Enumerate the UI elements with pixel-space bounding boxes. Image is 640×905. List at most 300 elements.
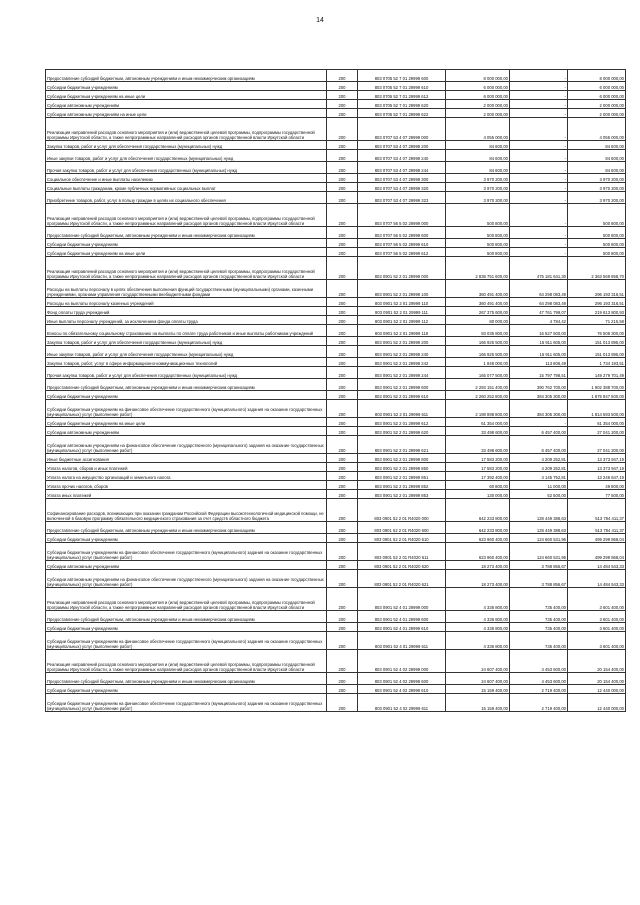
table-row bbox=[46, 463, 626, 472]
table-row bbox=[46, 534, 626, 543]
row-amount-approved-cell: 60 800,00 bbox=[446, 481, 510, 490]
row-name-cell: Софинансирование расходов, возникающих при оказании гражданам Российской Федерации высокотехнологичной медицинской помощи, не включенной в базовую программу обязательного медицинского страхования за счет средств областного бюджета bbox=[46, 499, 327, 522]
row-amount-remaining-cell: 76 508 300,00 bbox=[568, 325, 626, 337]
table-row bbox=[46, 70, 626, 82]
table-row bbox=[46, 694, 626, 712]
row-classification-code-cell: 803 0901 52 2 01 29999 110 bbox=[358, 298, 446, 307]
row-amount-approved-cell: 3 970 200,00 bbox=[446, 192, 510, 204]
row-amount-approved-cell: 2 000 000,00 bbox=[446, 100, 510, 109]
row-classification-code-cell: 803 0901 52 2 01 29999 620 bbox=[358, 427, 446, 436]
row-amount-approved-cell: 84 600,00 bbox=[446, 150, 510, 162]
row-amount-remaining-cell: 61 354 000,00 bbox=[568, 418, 626, 427]
row-name-cell: Реализация направлений расходов основного мероприятия и (или) ведомственной целевой программы, подпрограммы государственной программы Иркутской области, а также непрограммных направлений расходов органов государственной власти Иркутской области bbox=[46, 650, 327, 673]
row-amount-remaining-cell: 500 800,00 bbox=[568, 248, 626, 257]
row-amount-executed-cell: 64 298 083,49 bbox=[510, 298, 568, 307]
row-amount-remaining-cell: 1 875 947 500,00 bbox=[568, 391, 626, 400]
row-code-cell: 200 bbox=[327, 118, 358, 141]
row-code-cell: 200 bbox=[327, 611, 358, 623]
row-classification-code-cell: 803 0901 52 2 01 R4020 621 bbox=[358, 570, 446, 588]
row-amount-executed-cell: 64 298 083,49 bbox=[510, 280, 568, 298]
row-amount-approved-cell: 4 336 800,00 bbox=[446, 623, 510, 632]
row-amount-remaining-cell: 8 000 000,00 bbox=[568, 70, 626, 82]
row-classification-code-cell: 803 0901 52 4 01 29999 611 bbox=[358, 632, 446, 650]
row-amount-approved-cell: 17 583 200,00 bbox=[446, 454, 510, 463]
row-code-cell: 200 bbox=[327, 239, 358, 248]
row-name-cell: Субсидии бюджетным учреждениям на иные цели bbox=[46, 418, 327, 427]
table-row bbox=[46, 298, 626, 307]
row-amount-remaining-cell: 296 193 316,51 bbox=[568, 280, 626, 298]
row-classification-code-cell: 803 0901 52 2 01 29999 100 bbox=[358, 280, 446, 298]
row-amount-executed-cell: - bbox=[510, 418, 568, 427]
table-row bbox=[46, 623, 626, 632]
row-name-cell: Иные выплаты персоналу учреждений, за исключением фонда оплаты труда bbox=[46, 316, 327, 325]
row-name-cell: Предоставление субсидий бюджетным, автономным учреждениям и иным некоммерческим организациям bbox=[46, 611, 327, 623]
row-amount-remaining-cell: 27 041 200,00 bbox=[568, 436, 626, 454]
row-amount-executed-cell: 390 762 700,00 bbox=[510, 379, 568, 391]
row-amount-approved-cell: 24 607 400,00 bbox=[446, 650, 510, 673]
row-name-cell: Уплата прочих налогов, сборов bbox=[46, 481, 327, 490]
row-amount-approved-cell: 80 000,00 bbox=[446, 316, 510, 325]
row-amount-remaining-cell: 3 601 400,00 bbox=[568, 611, 626, 623]
row-classification-code-cell: 803 0901 52 2 01 29999 800 bbox=[358, 454, 446, 463]
row-amount-executed-cell: 384 305 300,00 bbox=[510, 391, 568, 400]
row-classification-code-cell: 803 0707 53 4 07 29999 323 bbox=[358, 192, 446, 204]
row-name-cell: Закупка товаров, работ и услуг для обеспечения государственных (муниципальных) нужд bbox=[46, 141, 327, 150]
row-amount-executed-cell: 15 911 605,00 bbox=[510, 346, 568, 358]
table-row bbox=[46, 239, 626, 248]
row-amount-executed-cell: - bbox=[510, 174, 568, 183]
table-row bbox=[46, 673, 626, 685]
table-row bbox=[46, 427, 626, 436]
row-amount-remaining-cell: 6 000 000,00 bbox=[568, 91, 626, 100]
row-code-cell: 200 bbox=[327, 472, 358, 481]
row-amount-approved-cell: 15 159 400,00 bbox=[446, 694, 510, 712]
row-name-cell: Фонд оплаты труда учреждений bbox=[46, 307, 327, 316]
row-classification-code-cell: 803 0901 52 4 02 29999 600 bbox=[358, 673, 446, 685]
row-classification-code-cell: 803 0901 52 2 01 29999 244 bbox=[358, 367, 446, 379]
row-code-cell: 200 bbox=[327, 280, 358, 298]
row-code-cell: 200 bbox=[327, 623, 358, 632]
row-amount-remaining-cell: 499 299 868,04 bbox=[568, 534, 626, 543]
row-amount-executed-cell: 15 797 798,51 bbox=[510, 367, 568, 379]
row-name-cell: Субсидии автономным учреждениям на иные цели bbox=[46, 109, 327, 118]
row-classification-code-cell: 803 0901 52 2 01 R4020 620 bbox=[358, 561, 446, 570]
row-classification-code-cell: 803 0707 53 4 07 29999 300 bbox=[358, 174, 446, 183]
table-row bbox=[46, 204, 626, 227]
row-amount-approved-cell: 33 498 600,00 bbox=[446, 427, 510, 436]
row-amount-executed-cell: 384 305 300,00 bbox=[510, 400, 568, 418]
row-amount-executed-cell: 2 719 400,00 bbox=[510, 685, 568, 694]
row-amount-executed-cell: 4 209 252,81 bbox=[510, 454, 568, 463]
row-code-cell: 200 bbox=[327, 150, 358, 162]
row-code-cell: 200 bbox=[327, 534, 358, 543]
row-amount-approved-cell: 642 233 800,00 bbox=[446, 499, 510, 522]
row-amount-approved-cell: 18 273 400,00 bbox=[446, 570, 510, 588]
row-name-cell: Прочая закупка товаров, работ и услуг для обеспечения государственных (муниципальных) нужд bbox=[46, 162, 327, 174]
row-amount-remaining-cell: 3 601 400,00 bbox=[568, 623, 626, 632]
row-name-cell: Предоставление субсидий бюджетным, автономным учреждениям и иным некоммерческим организациям bbox=[46, 673, 327, 685]
table-row bbox=[46, 367, 626, 379]
row-name-cell: Субсидии бюджетным учреждениям bbox=[46, 82, 327, 91]
row-code-cell: 200 bbox=[327, 463, 358, 472]
row-amount-approved-cell: 6 000 000,00 bbox=[446, 91, 510, 100]
row-amount-approved-cell: 642 233 800,00 bbox=[446, 522, 510, 534]
row-amount-remaining-cell: 84 600,00 bbox=[568, 141, 626, 150]
row-amount-remaining-cell: 2 363 569 958,70 bbox=[568, 257, 626, 280]
row-classification-code-cell: 803 0707 53 4 07 29999 200 bbox=[358, 141, 446, 150]
row-code-cell: 200 bbox=[327, 391, 358, 400]
row-amount-approved-cell: 8 000 000,00 bbox=[446, 70, 510, 82]
row-amount-executed-cell: 113 806,49 bbox=[510, 358, 568, 367]
table-row bbox=[46, 141, 626, 150]
row-amount-executed-cell: 4 145 752,81 bbox=[510, 472, 568, 481]
row-amount-executed-cell: 4 784,42 bbox=[510, 316, 568, 325]
row-code-cell: 200 bbox=[327, 543, 358, 561]
row-name-cell: Субсидии автономным учреждениям bbox=[46, 427, 327, 436]
row-code-cell: 200 bbox=[327, 400, 358, 418]
row-classification-code-cell: 803 0707 56 5 02 29999 600 bbox=[358, 227, 446, 239]
row-classification-code-cell: 803 0901 52 2 01 29999 850 bbox=[358, 463, 446, 472]
row-amount-remaining-cell: 13 373 947,19 bbox=[568, 463, 626, 472]
row-code-cell: 200 bbox=[327, 162, 358, 174]
row-amount-remaining-cell: 3 970 200,00 bbox=[568, 192, 626, 204]
row-name-cell: Субсидии бюджетным учреждениям на иные цели bbox=[46, 248, 327, 257]
row-amount-remaining-cell: 13 246 647,19 bbox=[568, 472, 626, 481]
row-amount-executed-cell: 4 453 600,00 bbox=[510, 650, 568, 673]
row-name-cell: Уплата налогов, сборов и иных платежей bbox=[46, 463, 327, 472]
row-classification-code-cell: 803 0901 52 2 01 R4020 610 bbox=[358, 534, 446, 543]
row-amount-approved-cell: 1 848 000,00 bbox=[446, 358, 510, 367]
row-amount-executed-cell: 6 457 400,00 bbox=[510, 436, 568, 454]
row-code-cell: 200 bbox=[327, 174, 358, 183]
row-classification-code-cell: 803 0901 52 2 01 29999 000 bbox=[358, 257, 446, 280]
row-code-cell: 200 bbox=[327, 141, 358, 150]
row-amount-executed-cell: 124 660 531,96 bbox=[510, 543, 568, 561]
row-amount-approved-cell: 17 392 400,00 bbox=[446, 472, 510, 481]
row-amount-approved-cell: 2 838 751 600,00 bbox=[446, 257, 510, 280]
row-amount-executed-cell: 3 788 856,67 bbox=[510, 570, 568, 588]
row-amount-approved-cell: 500 800,00 bbox=[446, 248, 510, 257]
row-amount-remaining-cell: 500 800,00 bbox=[568, 239, 626, 248]
row-code-cell: 200 bbox=[327, 307, 358, 316]
row-amount-remaining-cell: 151 013 895,00 bbox=[568, 337, 626, 346]
table-row bbox=[46, 611, 626, 623]
row-name-cell: Субсидии бюджетным учреждениям bbox=[46, 685, 327, 694]
row-code-cell: 200 bbox=[327, 588, 358, 611]
row-classification-code-cell: 803 0901 52 4 02 29999 000 bbox=[358, 650, 446, 673]
row-name-cell: Субсидии бюджетным учреждениям на финансовое обеспечение государственного (муниципального) задания на оказание государственных (муниципальных) услуг (выполнение работ) bbox=[46, 400, 327, 418]
row-amount-remaining-cell: 2 000 000,00 bbox=[568, 100, 626, 109]
row-amount-approved-cell: 4 336 800,00 bbox=[446, 611, 510, 623]
row-amount-remaining-cell: 84 600,00 bbox=[568, 162, 626, 174]
row-amount-approved-cell: 500 800,00 bbox=[446, 239, 510, 248]
row-code-cell: 200 bbox=[327, 490, 358, 499]
row-amount-executed-cell: 128 449 388,63 bbox=[510, 522, 568, 534]
row-amount-remaining-cell: 12 440 000,00 bbox=[568, 694, 626, 712]
row-name-cell: Субсидии автономным учреждениям на финансовое обеспечение государственного (муниципального) задания на оказание государственных (муниципальных) услуг (выполнение работ) bbox=[46, 570, 327, 588]
row-classification-code-cell: 803 0901 52 2 01 29999 600 bbox=[358, 379, 446, 391]
row-amount-remaining-cell: 13 373 947,19 bbox=[568, 454, 626, 463]
row-amount-remaining-cell: 12 440 000,00 bbox=[568, 685, 626, 694]
row-amount-approved-cell: 2 260 252 800,00 bbox=[446, 391, 510, 400]
row-classification-code-cell: 803 0901 52 2 01 29999 240 bbox=[358, 346, 446, 358]
row-code-cell: 200 bbox=[327, 248, 358, 257]
row-code-cell: 200 bbox=[327, 257, 358, 280]
table-row bbox=[46, 436, 626, 454]
row-classification-code-cell: 803 0705 52 7 01 29999 622 bbox=[358, 109, 446, 118]
row-classification-code-cell: 803 0707 53 4 07 29999 320 bbox=[358, 183, 446, 192]
row-amount-remaining-cell: 151 013 895,00 bbox=[568, 346, 626, 358]
row-classification-code-cell: 803 0901 52 2 01 29999 852 bbox=[358, 481, 446, 490]
row-amount-executed-cell: - bbox=[510, 109, 568, 118]
row-amount-executed-cell: 735 400,00 bbox=[510, 611, 568, 623]
row-amount-approved-cell: 93 035 800,00 bbox=[446, 325, 510, 337]
row-code-cell: 200 bbox=[327, 673, 358, 685]
row-classification-code-cell: 803 0901 52 4 02 29999 610 bbox=[358, 685, 446, 694]
row-amount-approved-cell: 2 198 898 800,00 bbox=[446, 400, 510, 418]
row-code-cell: 200 bbox=[327, 316, 358, 325]
row-amount-approved-cell: 623 960 400,00 bbox=[446, 543, 510, 561]
row-amount-remaining-cell: 14 484 543,33 bbox=[568, 561, 626, 570]
row-amount-remaining-cell: 296 193 316,51 bbox=[568, 298, 626, 307]
row-classification-code-cell: 803 0707 53 4 07 29999 244 bbox=[358, 162, 446, 174]
table-row bbox=[46, 91, 626, 100]
table-row bbox=[46, 499, 626, 522]
row-amount-approved-cell: 2 293 151 400,00 bbox=[446, 379, 510, 391]
row-amount-executed-cell: 47 761 799,07 bbox=[510, 307, 568, 316]
table-row bbox=[46, 490, 626, 499]
row-name-cell: Субсидии бюджетным учреждениям на финансовое обеспечение государственного (муниципального) задания на оказание государственных (муниципальных) услуг (выполнение работ) bbox=[46, 694, 327, 712]
row-amount-executed-cell: - bbox=[510, 141, 568, 150]
row-name-cell: Предоставление субсидий бюджетным, автономным учреждениям и иным некоммерческим организациям bbox=[46, 70, 327, 82]
row-code-cell: 200 bbox=[327, 427, 358, 436]
table-row bbox=[46, 561, 626, 570]
row-classification-code-cell: 803 0707 56 5 02 29999 610 bbox=[358, 239, 446, 248]
row-amount-executed-cell: 2 719 400,00 bbox=[510, 694, 568, 712]
row-amount-remaining-cell: 500 800,00 bbox=[568, 204, 626, 227]
row-name-cell: Предоставление субсидий бюджетным, автономным учреждениям и иным некоммерческим организациям bbox=[46, 379, 327, 391]
table-row bbox=[46, 316, 626, 325]
table-row bbox=[46, 248, 626, 257]
row-classification-code-cell: 803 0901 52 2 01 29999 853 bbox=[358, 490, 446, 499]
row-amount-remaining-cell: 27 041 200,00 bbox=[568, 427, 626, 436]
row-amount-remaining-cell: 71 215,58 bbox=[568, 316, 626, 325]
row-classification-code-cell: 803 0901 52 2 01 R4020 600 bbox=[358, 522, 446, 534]
row-name-cell: Субсидии бюджетным учреждениям bbox=[46, 391, 327, 400]
row-amount-executed-cell: 16 527 500,00 bbox=[510, 325, 568, 337]
row-code-cell: 200 bbox=[327, 192, 358, 204]
row-classification-code-cell: 803 0901 52 2 01 29999 621 bbox=[358, 436, 446, 454]
row-amount-executed-cell: - bbox=[510, 183, 568, 192]
row-amount-executed-cell: 4 209 252,81 bbox=[510, 463, 568, 472]
table-row bbox=[46, 183, 626, 192]
row-code-cell: 200 bbox=[327, 418, 358, 427]
row-classification-code-cell: 803 0705 52 7 01 29999 612 bbox=[358, 91, 446, 100]
row-amount-executed-cell: - bbox=[510, 70, 568, 82]
row-name-cell: Социальное обеспечение и иные выплаты населению bbox=[46, 174, 327, 183]
row-code-cell: 200 bbox=[327, 685, 358, 694]
row-amount-approved-cell: 500 800,00 bbox=[446, 204, 510, 227]
row-amount-remaining-cell: 513 784 411,37 bbox=[568, 522, 626, 534]
row-amount-remaining-cell: 1 814 593 500,00 bbox=[568, 400, 626, 418]
row-code-cell: 200 bbox=[327, 100, 358, 109]
row-code-cell: 200 bbox=[327, 481, 358, 490]
row-classification-code-cell: 803 0707 53 4 07 29999 240 bbox=[358, 150, 446, 162]
row-name-cell: Субсидии автономным учреждениям bbox=[46, 561, 327, 570]
row-code-cell: 200 bbox=[327, 367, 358, 379]
row-amount-approved-cell: 3 970 200,00 bbox=[446, 174, 510, 183]
table-row bbox=[46, 227, 626, 239]
row-amount-executed-cell: - bbox=[510, 248, 568, 257]
row-classification-code-cell: 803 0901 52 2 01 R4020 000 bbox=[358, 499, 446, 522]
table-row bbox=[46, 650, 626, 673]
row-amount-executed-cell: - bbox=[510, 227, 568, 239]
row-name-cell: Социальные выплаты гражданам, кроме публичных нормативных социальных выплат bbox=[46, 183, 327, 192]
row-classification-code-cell: 803 0901 52 2 01 29999 612 bbox=[358, 418, 446, 427]
table-row bbox=[46, 280, 626, 298]
row-amount-executed-cell: - bbox=[510, 100, 568, 109]
row-code-cell: 200 bbox=[327, 694, 358, 712]
row-amount-remaining-cell: 513 784 411,37 bbox=[568, 499, 626, 522]
row-code-cell: 200 bbox=[327, 91, 358, 100]
row-amount-approved-cell: 33 498 600,00 bbox=[446, 436, 510, 454]
table-row bbox=[46, 346, 626, 358]
row-amount-approved-cell: 61 354 000,00 bbox=[446, 418, 510, 427]
row-amount-executed-cell: - bbox=[510, 204, 568, 227]
row-classification-code-cell: 803 0707 53 4 07 29999 000 bbox=[358, 118, 446, 141]
row-amount-remaining-cell: 3 601 400,00 bbox=[568, 632, 626, 650]
row-classification-code-cell: 803 0901 52 4 01 29999 000 bbox=[358, 588, 446, 611]
budget-table-body bbox=[46, 70, 626, 712]
row-code-cell: 200 bbox=[327, 650, 358, 673]
row-classification-code-cell: 803 0707 56 5 02 29999 612 bbox=[358, 248, 446, 257]
table-row bbox=[46, 162, 626, 174]
row-name-cell: Субсидии бюджетным учреждениям bbox=[46, 534, 327, 543]
table-row bbox=[46, 325, 626, 337]
page-number: 14 bbox=[316, 17, 324, 24]
row-classification-code-cell: 803 0901 52 2 01 29999 610 bbox=[358, 391, 446, 400]
table-row bbox=[46, 379, 626, 391]
row-classification-code-cell: 803 0707 56 5 02 29999 000 bbox=[358, 204, 446, 227]
row-classification-code-cell: 803 0705 52 7 01 29999 620 bbox=[358, 100, 446, 109]
row-amount-approved-cell: 166 925 500,00 bbox=[446, 346, 510, 358]
row-amount-approved-cell: 4 336 800,00 bbox=[446, 632, 510, 650]
row-amount-remaining-cell: 77 500,00 bbox=[568, 490, 626, 499]
row-name-cell: Субсидии бюджетным учреждениям на финансовое обеспечение государственного (муниципального) задания на оказание государственных (муниципальных) услуг (выполнение работ) bbox=[46, 632, 327, 650]
row-name-cell: Приобретение товаров, работ, услуг в пользу граждан в целях их социального обеспечения bbox=[46, 192, 327, 204]
table-row bbox=[46, 337, 626, 346]
row-amount-remaining-cell: 3 970 200,00 bbox=[568, 174, 626, 183]
table-row bbox=[46, 192, 626, 204]
row-classification-code-cell: 803 0901 52 4 01 29999 600 bbox=[358, 611, 446, 623]
table-row bbox=[46, 481, 626, 490]
row-code-cell: 200 bbox=[327, 183, 358, 192]
row-code-cell: 200 bbox=[327, 499, 358, 522]
table-row bbox=[46, 454, 626, 463]
table-row bbox=[46, 543, 626, 561]
row-amount-executed-cell: - bbox=[510, 91, 568, 100]
row-amount-approved-cell: 4 055 000,00 bbox=[446, 118, 510, 141]
row-classification-code-cell: 803 0901 52 2 01 29999 242 bbox=[358, 358, 446, 367]
row-name-cell: Реализация направлений расходов основного мероприятия и (или) ведомственной целевой программы, подпрограммы государственной программы Иркутской области, а также непрограммных направлений расходов органов государственной власти Иркутской области bbox=[46, 204, 327, 227]
row-classification-code-cell: 803 0705 52 7 01 29999 610 bbox=[358, 82, 446, 91]
row-amount-executed-cell: 735 400,00 bbox=[510, 623, 568, 632]
row-amount-executed-cell: 4 453 600,00 bbox=[510, 673, 568, 685]
row-amount-executed-cell: 475 181 641,30 bbox=[510, 257, 568, 280]
row-name-cell: Взносы по обязательному социальному страхованию на выплаты по оплате труда работников и иные выплаты работникам учреждений bbox=[46, 325, 327, 337]
table-row bbox=[46, 632, 626, 650]
row-name-cell: Расходы на выплаты персоналу в целях обеспечения выполнения функций государственными (муниципальными) органами, казенными учреждениями, органами управления государственными внебюджетными фондами bbox=[46, 280, 327, 298]
budget-table bbox=[45, 69, 626, 712]
row-code-cell: 200 bbox=[327, 632, 358, 650]
row-amount-approved-cell: 3 970 200,00 bbox=[446, 183, 510, 192]
row-amount-remaining-cell: 49 800,00 bbox=[568, 481, 626, 490]
row-amount-approved-cell: 17 583 200,00 bbox=[446, 463, 510, 472]
row-classification-code-cell: 803 0901 52 2 01 29999 200 bbox=[358, 337, 446, 346]
row-name-cell: Субсидии бюджетным учреждениям bbox=[46, 239, 327, 248]
table-row bbox=[46, 109, 626, 118]
row-amount-executed-cell: 6 457 400,00 bbox=[510, 427, 568, 436]
row-code-cell: 200 bbox=[327, 346, 358, 358]
row-amount-approved-cell: 267 375 600,00 bbox=[446, 307, 510, 316]
table-row bbox=[46, 418, 626, 427]
row-code-cell: 200 bbox=[327, 70, 358, 82]
row-name-cell: Субсидии бюджетным учреждениям на финансовое обеспечение государственного (муниципального) задания на оказание государственных (муниципальных) услуг (выполнение работ) bbox=[46, 543, 327, 561]
row-amount-executed-cell: - bbox=[510, 239, 568, 248]
row-name-cell: Закупка товаров, работ, услуг в сфере информационно-коммуникационных технологий bbox=[46, 358, 327, 367]
row-name-cell: Закупка товаров, работ и услуг для обеспечения государственных (муниципальных) нужд bbox=[46, 337, 327, 346]
row-amount-remaining-cell: 6 000 000,00 bbox=[568, 82, 626, 91]
row-name-cell: Субсидии бюджетным учреждениям на иные цели bbox=[46, 91, 327, 100]
row-amount-executed-cell: 124 660 531,96 bbox=[510, 534, 568, 543]
row-amount-remaining-cell: 3 970 200,00 bbox=[568, 183, 626, 192]
row-code-cell: 200 bbox=[327, 570, 358, 588]
row-amount-approved-cell: 165 077 500,00 bbox=[446, 367, 510, 379]
row-name-cell: Реализация направлений расходов основного мероприятия и (или) ведомственной целевой программы, подпрограммы государственной программы Иркутской области, а также непрограммных направлений расходов органов государственной власти Иркутской области bbox=[46, 118, 327, 141]
row-amount-approved-cell: 24 607 400,00 bbox=[446, 673, 510, 685]
table-row bbox=[46, 118, 626, 141]
table-row bbox=[46, 174, 626, 183]
row-name-cell: Иные закупки товаров, работ и услуг для обеспечения государственных (муниципальных) нужд bbox=[46, 346, 327, 358]
table-row bbox=[46, 100, 626, 109]
row-amount-remaining-cell: 2 000 000,00 bbox=[568, 109, 626, 118]
row-code-cell: 200 bbox=[327, 454, 358, 463]
row-amount-remaining-cell: 14 484 543,33 bbox=[568, 570, 626, 588]
row-classification-code-cell: 803 0705 52 7 01 29999 600 bbox=[358, 70, 446, 82]
row-amount-remaining-cell: 4 055 000,00 bbox=[568, 118, 626, 141]
row-name-cell: Субсидии автономным учреждениям на финансовое обеспечение государственного (муниципального) задания на оказание государственных (муниципальных) услуг (выполнение работ) bbox=[46, 436, 327, 454]
row-classification-code-cell: 803 0901 52 2 01 R4020 611 bbox=[358, 543, 446, 561]
row-amount-executed-cell: - bbox=[510, 192, 568, 204]
table-row bbox=[46, 150, 626, 162]
row-classification-code-cell: 803 0901 52 4 01 29999 610 bbox=[358, 623, 446, 632]
row-name-cell: Предоставление субсидий бюджетным, автономным учреждениям и иным некоммерческим организациям bbox=[46, 227, 327, 239]
row-amount-remaining-cell: 3 601 400,00 bbox=[568, 588, 626, 611]
row-code-cell: 200 bbox=[327, 436, 358, 454]
table-row bbox=[46, 257, 626, 280]
row-classification-code-cell: 803 0901 52 2 01 29999 112 bbox=[358, 316, 446, 325]
row-amount-approved-cell: 360 491 400,00 bbox=[446, 280, 510, 298]
table-row bbox=[46, 685, 626, 694]
row-amount-remaining-cell: 219 613 800,93 bbox=[568, 307, 626, 316]
row-amount-approved-cell: 166 925 500,00 bbox=[446, 337, 510, 346]
row-classification-code-cell: 803 0901 52 2 01 29999 851 bbox=[358, 472, 446, 481]
row-amount-approved-cell: 84 600,00 bbox=[446, 141, 510, 150]
row-amount-executed-cell: 15 911 605,00 bbox=[510, 337, 568, 346]
row-amount-executed-cell: 11 000,00 bbox=[510, 481, 568, 490]
row-classification-code-cell: 803 0901 52 4 02 29999 611 bbox=[358, 694, 446, 712]
row-amount-remaining-cell: 500 800,00 bbox=[568, 227, 626, 239]
